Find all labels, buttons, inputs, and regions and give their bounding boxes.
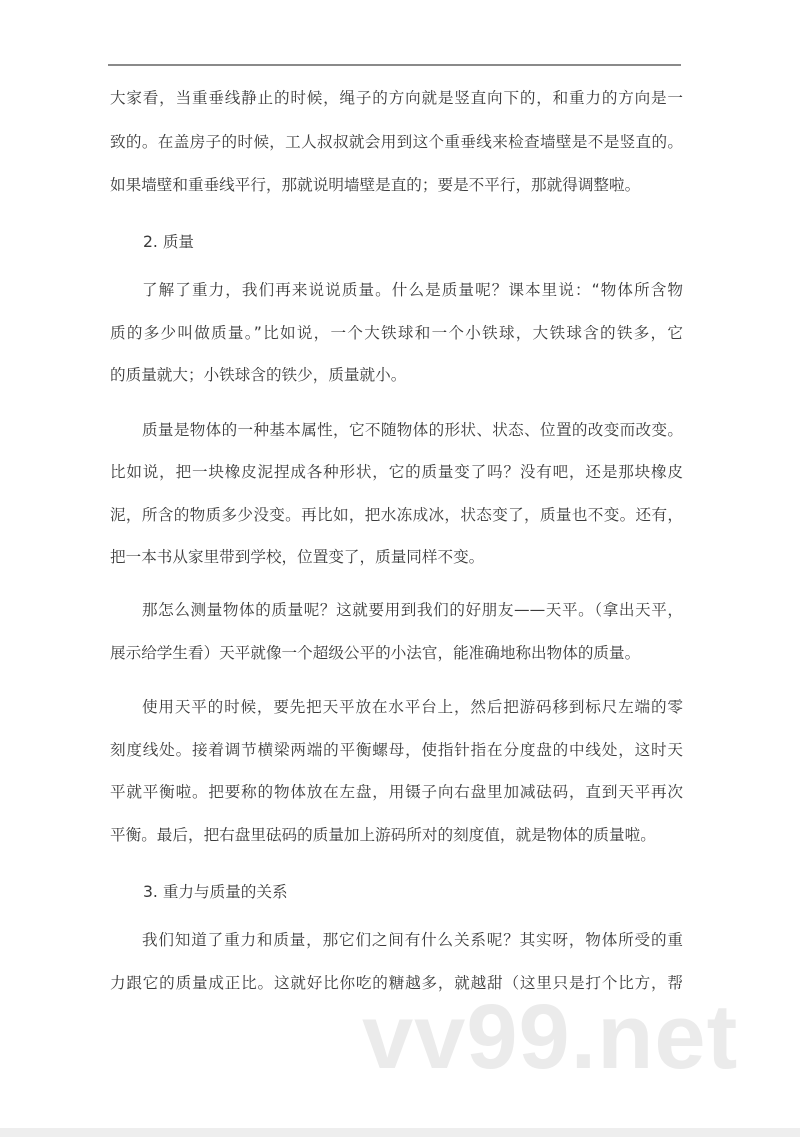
paragraph-line: 使用天平的时候，要先把天平放在水平台上，然后把游码移到标尺左端的零: [142, 698, 683, 716]
paragraph-line: 把一本书从家里带到学校，位置变了，质量同样不变。: [110, 548, 485, 566]
paragraph-line: 我们知道了重力和质量，那它们之间有什么关系呢？其实呀，物体所受的重: [142, 931, 683, 949]
page-bottom-edge: [0, 1128, 800, 1137]
paragraph-line: 比如说，把一块橡皮泥捏成各种形状，它的质量变了吗？没有吧，还是那块橡皮: [110, 463, 683, 481]
paragraph-line: 泥，所含的物质多少没变。再比如，把水冻成冰，状态变了，质量也不变。还有，: [110, 506, 683, 524]
paragraph-line: 了解了重力，我们再来说说质量。什么是质量呢？课本里说：“物体所含物: [142, 281, 683, 299]
paragraph-line: 质的多少叫做质量。”比如说，一个大铁球和一个小铁球，大铁球含的铁多，它: [110, 324, 683, 342]
paragraph-line: 致的。在盖房子的时候，工人叔叔就会用到这个重垂线来检查墙壁是不是竖直的。: [110, 133, 683, 151]
paragraph-line: 展示给学生看）天平就像一个超级公平的小法官，能准确地称出物体的质量。: [110, 644, 641, 662]
watermark: vv99.net: [362, 986, 739, 1088]
section-heading: 2. 质量: [143, 233, 195, 251]
paragraph-line: 平就平衡啦。把要称的物体放在左盘，用镊子向右盘里加减砝码，直到天平再次: [110, 783, 683, 801]
paragraph-line: 刻度线处。接着调节横梁两端的平衡螺母，使指针指在分度盘的中线处，这时天: [110, 741, 683, 759]
paragraph-line: 的质量就大；小铁球含的铁少，质量就小。: [110, 366, 407, 384]
paragraph-line: 平衡。最后，把右盘里砝码的质量加上游码所对的刻度值，就是物体的质量啦。: [110, 826, 656, 844]
section-heading: 3. 重力与质量的关系: [143, 883, 288, 901]
paragraph-line: 力跟它的质量成正比。这就好比你吃的糖越多，就越甜（这里只是打个比方，帮: [110, 974, 683, 992]
paragraph-line: 质量是物体的一种基本属性，它不随物体的形状、状态、位置的改变而改变。: [142, 421, 683, 439]
paragraph-line: 那怎么测量物体的质量呢？这就要用到我们的好朋友——天平。（拿出天平，: [142, 601, 683, 619]
header-rule: [108, 64, 681, 66]
paragraph-line: 大家看，当重垂线静止的时候，绳子的方向就是竖直向下的，和重力的方向是一: [110, 89, 683, 107]
paragraph-line: 如果墙壁和重垂线平行，那就说明墙壁是直的；要是不平行，那就得调整啦。: [110, 176, 641, 194]
